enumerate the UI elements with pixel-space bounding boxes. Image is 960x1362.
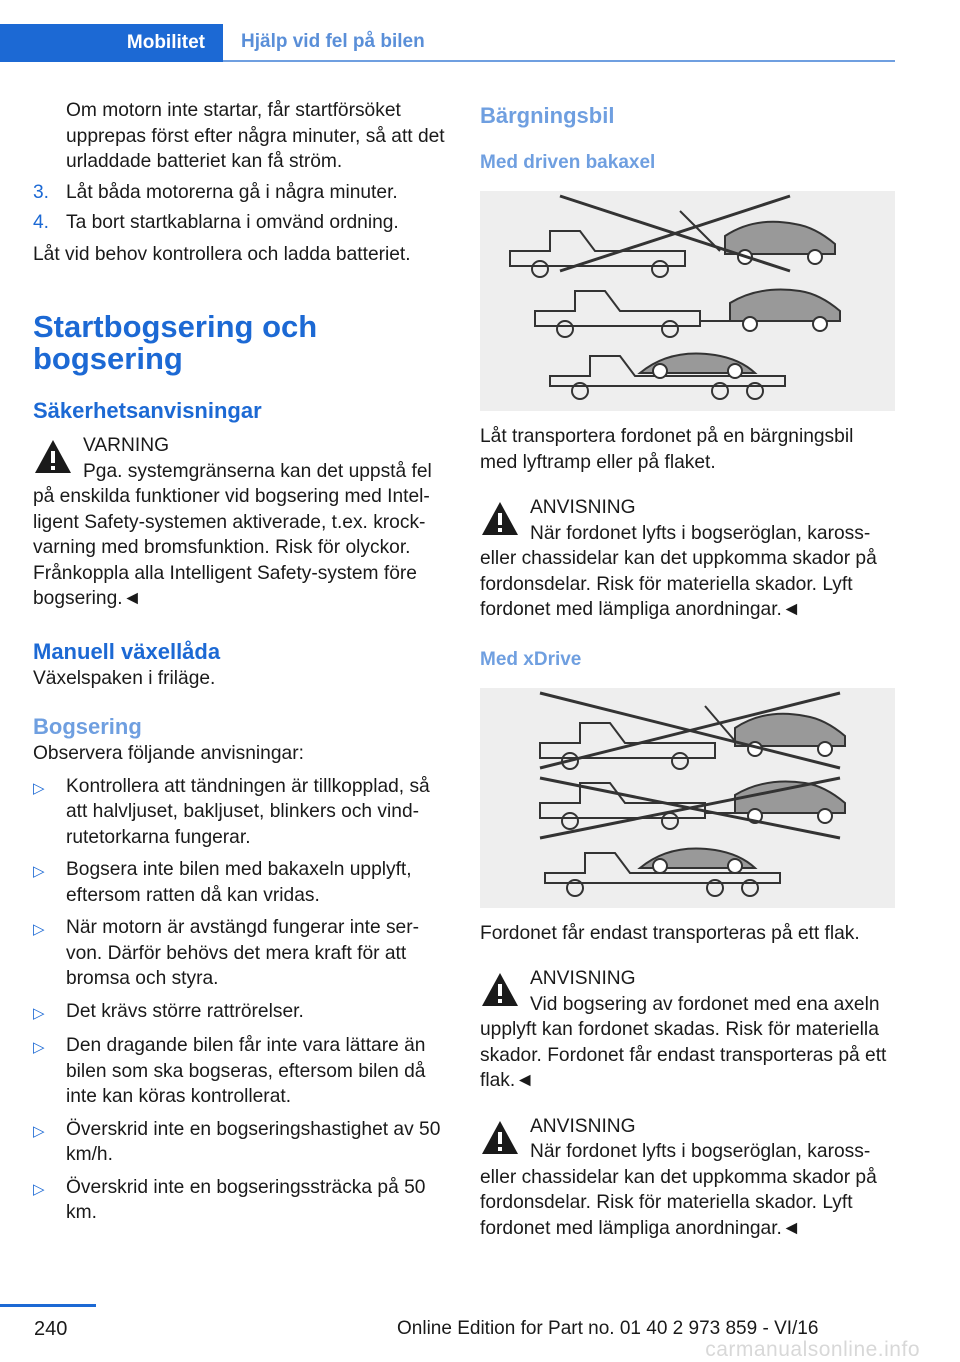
- xdrive-subheading: Med xDrive: [480, 648, 582, 670]
- edition-text: Online Edition for Part no. 01 40 2 973 859 - VI/16: [397, 1318, 819, 1339]
- towing-diagram-rear-axle: [480, 191, 895, 411]
- bullet-triangle-icon: ▷: [33, 863, 45, 880]
- start-retry-note: Om motorn inte startar, får startförsöket upprepas först efter några minuter, så att det urladdade batteriet kan få ström.: [66, 100, 445, 172]
- bullet-triangle-icon: ▷: [33, 1004, 45, 1022]
- bullet-triangle-icon: ▷: [33, 1039, 45, 1056]
- notice-text: När fordonet lyfts i bogseröglan, kaross- eller chassidelar kan det uppkomma skador på fordonsdelar. Risk för materiella skador. Lyft fordonet med lämpliga anordningar.◄: [480, 1141, 877, 1239]
- manual-gearbox-text: Växelspaken i friläge.: [33, 667, 216, 689]
- notice-block-3: [480, 1114, 895, 1242]
- tab-mobilitet[interactable]: Mobilitet: [0, 24, 223, 62]
- notice-text: Vid bogsering av fordonet med ena axeln upplyft kan fordonet skadas. Risk för materiella skador. Fordonet får endast transporteras på ett flak.◄: [480, 993, 887, 1091]
- towing-diagram-xdrive: [480, 688, 895, 908]
- rear-axle-towing-illustration: [480, 191, 895, 411]
- step-number: 4.: [33, 212, 50, 233]
- list-item: [33, 1117, 448, 1168]
- notice-label: ANVISNING: [530, 968, 636, 989]
- warning-triangle-icon: [480, 970, 520, 1010]
- list-item-text: Överskrid inte en bogseringssträcka på 50 km.: [66, 1176, 426, 1223]
- safety-heading: Säkerhetsanvisningar: [33, 398, 262, 423]
- bullet-triangle-icon: ▷: [33, 779, 45, 797]
- battery-note: Låt vid behov kontrollera och ladda batteriet.: [33, 243, 411, 265]
- list-item-text: Kontrollera att tändningen är tillkopplad, så att halvljuset, bakljuset, blinkers och vind-rutetorkarna fungerar.: [66, 775, 430, 848]
- right-column: [480, 102, 895, 1241]
- bullet-triangle-icon: ▷: [33, 1180, 45, 1198]
- list-item: [33, 857, 448, 908]
- list-item-text: Bogsera inte bilen med bakaxeln upplyft, eftersom ratten då kan vridas.: [66, 859, 412, 906]
- list-item-text: Det krävs större rattrörelser.: [66, 1000, 304, 1022]
- tow-truck-heading: Bärgningsbil: [480, 103, 615, 128]
- notice-label: ANVISNING: [530, 1115, 636, 1137]
- list-item-text: När motorn är avstängd fungerar inte ser-von. Därför behövs det mera kraft för att bromsa och styra.: [66, 917, 420, 989]
- page-header: [0, 24, 895, 62]
- warning-triangle-icon: [33, 437, 73, 477]
- tab-hjalp-vid-fel[interactable]: Hjälp vid fel på bilen: [223, 24, 895, 62]
- list-item: [33, 774, 448, 851]
- towing-heading: Bogsering: [33, 714, 142, 739]
- page-number: 240: [34, 1318, 68, 1340]
- left-column: [33, 98, 448, 1226]
- bullet-triangle-icon: ▷: [33, 921, 45, 938]
- list-item-text: Den dragande bilen får inte vara lättare än bilen som ska bogseras, eftersom bilen då inte kan köras kontrollerat.: [66, 1035, 426, 1107]
- list-item: [33, 1175, 448, 1226]
- step-text: Ta bort startkablarna i omvänd ordning.: [66, 212, 399, 233]
- notice-block-2: [480, 966, 895, 1094]
- warning-text: Pga. systemgränserna kan det uppstå fel på enskilda funktioner vid bogsering med Intel-ligent Safety-systemen aktiverade, t.ex. krock-varning med bromsfunktion. Risk för olyckor. Frånkoppla alla Intelligent Safety-system före bogsering.◄: [33, 460, 432, 609]
- bullet-triangle-icon: ▷: [33, 1122, 45, 1140]
- footer-rule: [0, 1304, 96, 1307]
- notice-label: ANVISNING: [530, 497, 636, 518]
- section-title: Startbogsering och bogsering: [33, 309, 318, 376]
- list-item: [33, 999, 448, 1027]
- warning-triangle-icon: [480, 499, 520, 539]
- warning-label: VARNING: [83, 435, 169, 456]
- transport-text: Låt transportera fordonet på en bärgningsbil med lyftramp eller på flaket.: [480, 426, 854, 473]
- watermark: carmanualsonline.info: [705, 1338, 920, 1361]
- notice-block-1: [480, 495, 895, 623]
- list-item: [33, 1033, 448, 1110]
- flatbed-only-text: Fordonet får endast transporteras på ett flak.: [480, 922, 860, 944]
- towing-intro: Observera följande anvisningar:: [33, 743, 304, 764]
- warning-triangle-icon: [480, 1118, 520, 1158]
- rear-axle-subheading: Med driven bakaxel: [480, 152, 656, 173]
- step-3: [33, 180, 448, 206]
- step-text: Låt båda motorerna gå i några minuter.: [66, 181, 398, 203]
- list-item-text: Överskrid inte en bogseringshastighet av 50 km/h.: [66, 1118, 441, 1165]
- xdrive-towing-illustration: [480, 688, 895, 908]
- manual-gearbox-heading: Manuell växellåda: [33, 638, 221, 664]
- step-number: 3.: [33, 181, 50, 203]
- notice-text: När fordonet lyfts i bogseröglan, kaross- eller chassidelar kan det uppkomma skador på fordonsdelar. Risk för materiella skador. Lyft fordonet med lämpliga anordningar.◄: [480, 522, 877, 620]
- step-4: [33, 210, 448, 236]
- list-item: [33, 915, 448, 992]
- warning-block: [33, 433, 448, 612]
